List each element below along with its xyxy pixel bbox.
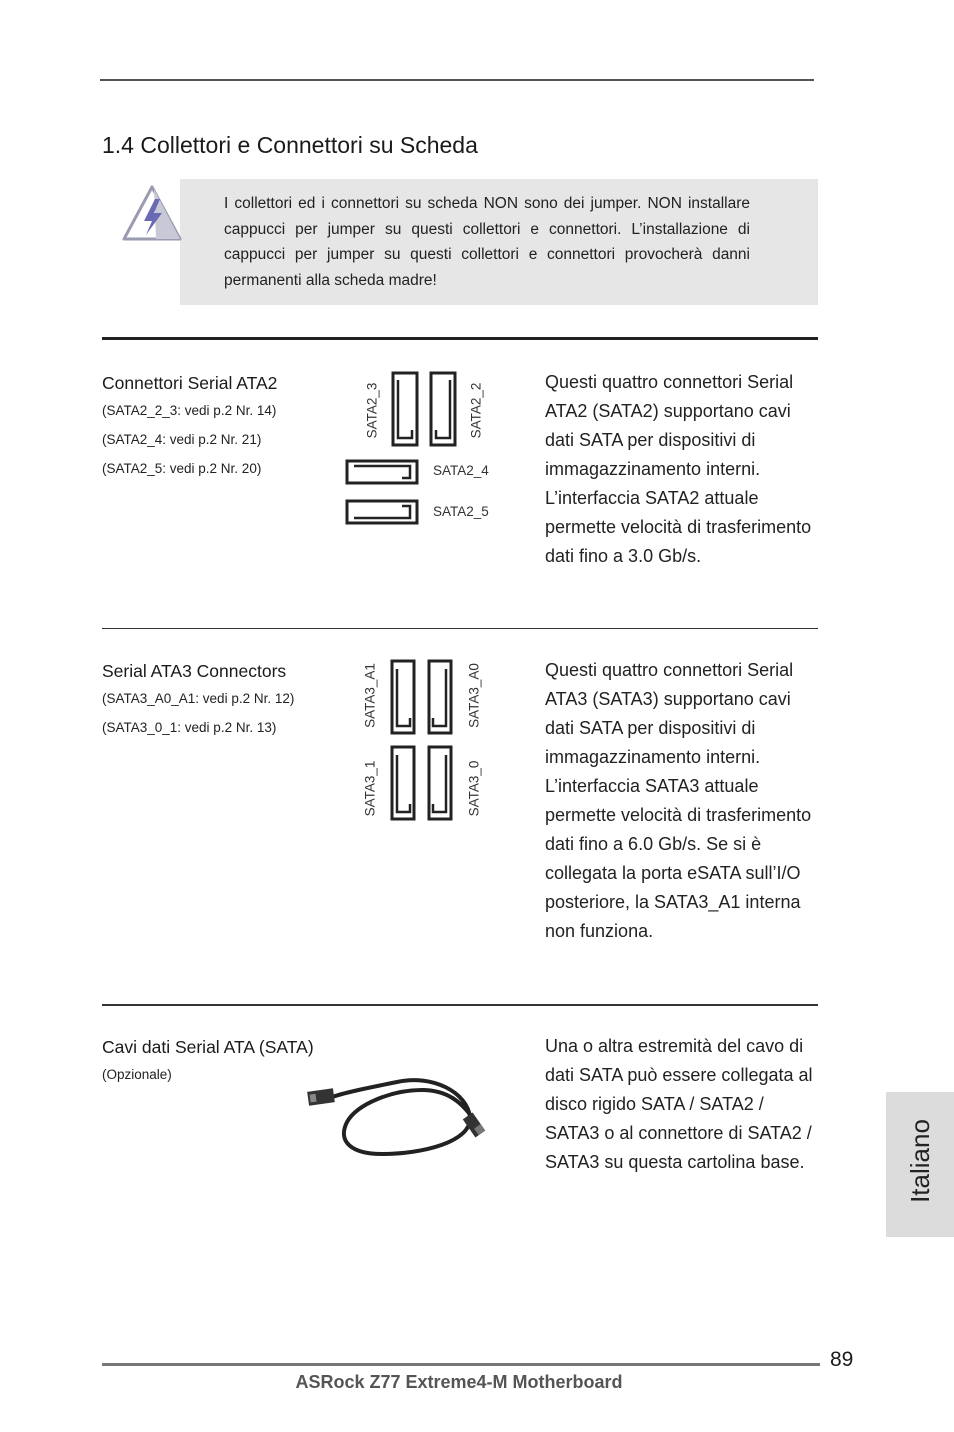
warning-text: I collettori ed i connettori su scheda NON sono dei jumper. NON installare cappucci per jumper su questi collettori e connettori. L’installazione di cappucci per jumper su questi collettori e connettori provocherà danni permanenti alla scheda madre! [224,195,750,289]
sata3-title: Serial ATA3 Connectors [102,661,287,681]
sata2-4-connector [347,461,417,483]
sata2-title: Connettori Serial ATA2 [102,373,278,393]
sata2-note-2: (SATA2_4: vedi p.2 Nr. 21) [102,432,262,447]
sata3-a0-connector [429,661,451,733]
sata3-a0-label: SATA3_A0 [466,663,482,728]
sata2-connector-diagram [340,368,430,528]
footer-rule [102,1363,820,1366]
sata2-4-label: SATA2_4 [433,463,489,478]
sata2-2-connector-shape [425,368,465,450]
sata2-description: Questi quattro connettori Serial ATA2 (SATA2) supportano cavi dati SATA per dispositivi di immagazzinamento interni. L’interfaccia SATA2 attuale permette velocità di trasferimento dati fino a 3.0 Gb/s. [545,372,812,566]
page-number: 89 [830,1348,854,1371]
sata2-3-label: SATA2_3 [364,382,380,439]
language-tab-label: Italiano [905,1119,935,1203]
cable-note: (Opzionale) [102,1067,172,1082]
sata2-5-label: SATA2_5 [433,504,489,519]
sata3-0-connector [429,747,451,819]
section-title: 1.4 Collettori e Connettori su Scheda [102,132,478,158]
section-divider-sata2 [102,337,818,340]
section-divider-cable [102,1004,818,1006]
sata3-description: Questi quattro connettori Serial ATA3 (SATA3) supportano cavi dati SATA per dispositivi di immagazzinamento interni. L’interfaccia SATA3 attuale permette velocità di trasferimento dati fino a 6.0 Gb/s. Se si è collegata la porta eSATA sull’I/O posteriore, la SATA3_A1 interna non funziona. [545,660,812,941]
sata3-a1-label: SATA3_A1 [362,663,378,728]
sata2-2-label: SATA2_2 [468,382,484,439]
cable-title: Cavi dati Serial ATA (SATA) [102,1037,314,1057]
sata2-3-connector [393,373,417,445]
sata3-1-label: SATA3_1 [362,760,378,817]
sata3-note-1: (SATA3_A0_A1: vedi p.2 Nr. 12) [102,691,295,706]
sata3-connector-diagram [385,655,460,825]
sata2-note-1: (SATA2_2_3: vedi p.2 Nr. 14) [102,403,277,418]
warning-lightning-icon [120,185,182,243]
sata2-5-connector [347,501,417,523]
sata3-note-2: (SATA3_0_1: vedi p.2 Nr. 13) [102,720,277,735]
sata-cable-image [302,1062,492,1162]
sata2-note-3: (SATA2_5: vedi p.2 Nr. 20) [102,461,262,476]
footer-text: ASRock Z77 Extreme4-M Motherboard [295,1372,623,1392]
sata3-1-connector [392,747,414,819]
top-rule [100,79,814,81]
cable-description: Una o altra estremità del cavo di dati SATA può essere collegata al disco rigido SATA / SATA2 / SATA3 o al connettore di SATA2 / SATA3 su questa cartolina base. [545,1036,813,1172]
sata3-0-label: SATA3_0 [466,760,482,817]
sata3-a1-connector [392,661,414,733]
section-divider-sata3 [102,628,818,629]
